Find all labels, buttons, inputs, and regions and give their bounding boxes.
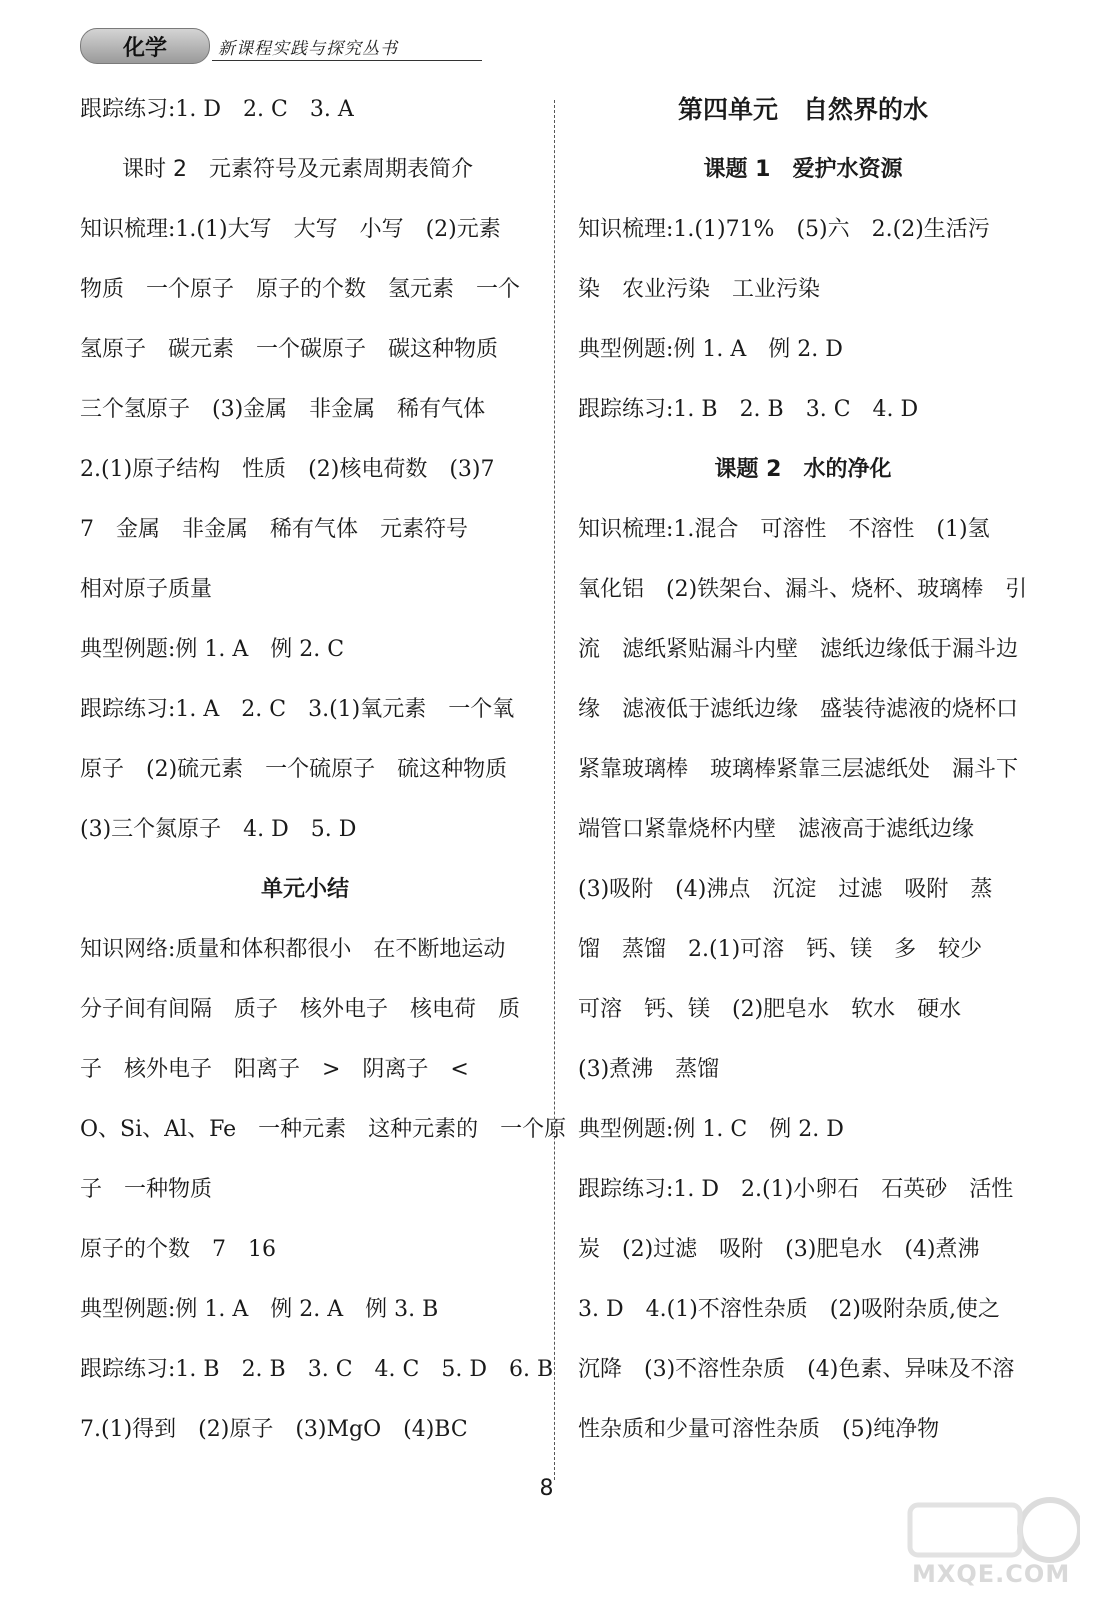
answer-line: 氢原子 碳元素 一个碳原子 碳这种物质 bbox=[80, 337, 499, 362]
unit-heading: 第四单元 自然界的水 bbox=[677, 95, 928, 124]
answer-line: 馏 蒸馏 2.(1)可溶 钙、镁 多 较少 bbox=[578, 937, 983, 962]
answer-line: 典型例题:例 1. A 例 2. C bbox=[80, 637, 345, 662]
answer-line: 原子的个数 7 16 bbox=[80, 1237, 276, 1262]
answer-line: 相对原子质量 bbox=[80, 577, 213, 602]
answer-line: 沉降 (3)不溶性杂质 (4)色素、异味及不溶 bbox=[578, 1357, 1015, 1382]
answer-line: 7 金属 非金属 稀有气体 元素符号 bbox=[80, 517, 468, 542]
answer-line: 缘 滤液低于滤纸边缘 盛装待滤液的烧杯口 bbox=[578, 697, 1019, 722]
answer-line: 2.(1)原子结构 性质 (2)核电荷数 (3)7 bbox=[80, 457, 495, 482]
answer-line: 子 核外电子 阳离子 > 阴离子 < bbox=[80, 1057, 469, 1082]
answer-line: 性杂质和少量可溶性杂质 (5)纯净物 bbox=[578, 1417, 940, 1442]
answer-line: 典型例题:例 1. C 例 2. D bbox=[578, 1117, 844, 1142]
answer-line: 可溶 钙、镁 (2)肥皂水 软水 硬水 bbox=[578, 997, 962, 1022]
series-title: 新课程实践与探究丛书 bbox=[218, 39, 398, 59]
page-number: 8 bbox=[539, 1476, 554, 1501]
column-divider bbox=[554, 100, 555, 1480]
answer-line: 3. D 4.(1)不溶性杂质 (2)吸附杂质,使之 bbox=[578, 1297, 1000, 1322]
lesson-heading: 课时 2 元素符号及元素周期表简介 bbox=[122, 157, 473, 182]
answer-line: (3)煮沸 蒸馏 bbox=[578, 1057, 720, 1082]
answer-line: 流 滤纸紧贴漏斗内壁 滤纸边缘低于漏斗边 bbox=[578, 637, 1019, 662]
section-heading: 单元小结 bbox=[260, 877, 349, 902]
topic-heading: 课题 2 水的净化 bbox=[714, 457, 892, 482]
answer-line: 子 一种物质 bbox=[80, 1177, 213, 1202]
answer-line: 跟踪练习:1. B 2. B 3. C 4. D bbox=[578, 397, 919, 422]
answer-line: 知识网络:质量和体积都很小 在不断地运动 bbox=[80, 937, 506, 962]
answer-line: 典型例题:例 1. A 例 2. A 例 3. B bbox=[80, 1297, 439, 1322]
header-underline bbox=[212, 60, 482, 61]
page-header bbox=[80, 28, 420, 64]
answer-line: 炭 (2)过滤 吸附 (3)肥皂水 (4)煮沸 bbox=[578, 1237, 980, 1262]
topic-heading: 课题 1 爱护水资源 bbox=[703, 157, 903, 182]
left-column bbox=[80, 80, 567, 1460]
answer-line: 原子 (2)硫元素 一个硫原子 硫这种物质 bbox=[80, 757, 508, 782]
answer-line: 7.(1)得到 (2)原子 (3)MgO (4)BC bbox=[80, 1417, 468, 1442]
answer-line: 分子间有间隔 质子 核外电子 核电荷 质 bbox=[80, 997, 521, 1022]
answer-line: 紧靠玻璃棒 玻璃棒紧靠三层滤纸处 漏斗下 bbox=[578, 757, 1019, 782]
answer-line: (3)吸附 (4)沸点 沉淀 过滤 吸附 蒸 bbox=[578, 877, 993, 902]
answer-line: 染 农业污染 工业污染 bbox=[578, 277, 821, 302]
answer-line: 端管口紧靠烧杯内壁 滤液高于滤纸边缘 bbox=[578, 817, 975, 842]
answer-line: (3)三个氮原子 4. D 5. D bbox=[80, 817, 357, 842]
answer-line: 物质 一个原子 原子的个数 氢元素 一个 bbox=[80, 277, 521, 302]
right-column bbox=[578, 80, 1028, 1460]
answer-line: 知识梳理:1.混合 可溶性 不溶性 (1)氢 bbox=[578, 517, 990, 542]
answer-line: 典型例题:例 1. A 例 2. D bbox=[578, 337, 843, 362]
answer-line: 跟踪练习:1. D 2. C 3. A bbox=[80, 97, 354, 122]
answer-line: 氧化铝 (2)铁架台、漏斗、烧杯、玻璃棒 引 bbox=[578, 577, 1028, 602]
answer-line: 三个氢原子 (3)金属 非金属 稀有气体 bbox=[80, 397, 486, 422]
answer-line: 跟踪练习:1. B 2. B 3. C 4. C 5. D 6. B bbox=[80, 1357, 554, 1382]
answer-line: 知识梳理:1.(1)71% (5)六 2.(2)生活污 bbox=[578, 217, 990, 242]
subject-badge: 化学 bbox=[80, 28, 210, 64]
answer-line: 知识梳理:1.(1)大写 大写 小写 (2)元素 bbox=[80, 217, 501, 242]
answer-line: 跟踪练习:1. D 2.(1)小卵石 石英砂 活性 bbox=[578, 1177, 1014, 1202]
answer-line: O、Si、Al、Fe 一种元素 这种元素的 一个原 bbox=[80, 1117, 567, 1142]
watermark-text: MXQE.COM bbox=[912, 1560, 1071, 1588]
answer-line: 跟踪练习:1. A 2. C 3.(1)氧元素 一个氧 bbox=[80, 697, 515, 722]
